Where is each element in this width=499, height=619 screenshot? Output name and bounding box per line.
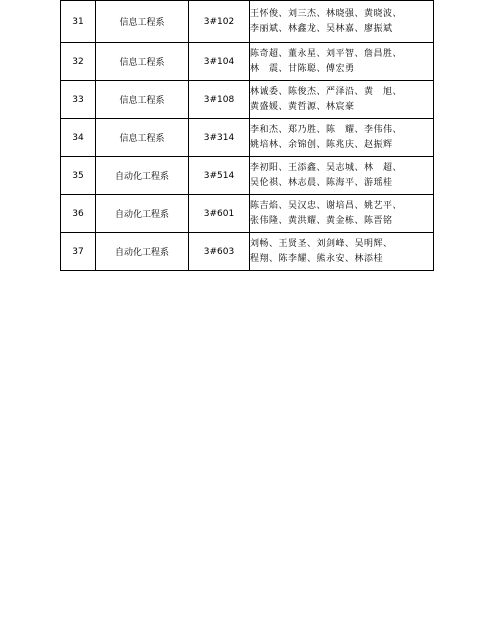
members-line: 李丽斌、林鑫龙、吴林嘉、廖振斌 (250, 23, 393, 34)
row-number-cell: 31 (61, 1, 96, 43)
table-row (61, 195, 434, 233)
members-line: 陈奇超、董永星、刘平智、詹昌胜、 (250, 48, 403, 59)
room-cell: 3#314 (189, 119, 250, 157)
members-line: 刘畅、王贤圣、刘剑峰、吴明辉、 (250, 238, 393, 249)
department-cell: 自动化工程系 (96, 195, 189, 233)
row-number-cell: 32 (61, 43, 96, 81)
row-number-cell: 36 (61, 195, 96, 233)
members-line: 陈吉焰、吴汉忠、谢培昌、姚艺平、 (250, 200, 403, 211)
room-cell: 3#603 (189, 233, 250, 271)
room-cell: 3#514 (189, 157, 250, 195)
room-cell: 3#104 (189, 43, 250, 81)
room-cell: 3#601 (189, 195, 250, 233)
members-line: 吴伦祺、林志晨、陈海平、游瑶桂 (250, 177, 393, 188)
members-line: 程翔、陈李耀、熊永安、林添桂 (250, 253, 384, 264)
department-cell: 信息工程系 (96, 119, 189, 157)
row-number-cell: 37 (61, 233, 96, 271)
members-cell (250, 157, 434, 195)
table-row (61, 119, 434, 157)
members-line: 林 震、甘陈聪、傅宏勇 (250, 63, 355, 74)
table-row (61, 1, 434, 43)
members-cell (250, 1, 434, 43)
row-number-cell: 34 (61, 119, 96, 157)
members-line: 李和杰、郑乃胜、陈 耀、李伟伟、 (250, 124, 403, 135)
row-number-cell: 33 (61, 81, 96, 119)
members-line: 张伟隆、黄洪耀、黄金栋、陈晋铭 (250, 215, 393, 226)
table-row (61, 81, 434, 119)
department-cell: 信息工程系 (96, 81, 189, 119)
roster-table-body (61, 1, 434, 271)
table-row (61, 157, 434, 195)
room-cell: 3#102 (189, 1, 250, 43)
members-line: 李初阳、王添鑫、吴志城、林 超、 (250, 162, 403, 173)
members-line: 王怀俊、刘三杰、林晓强、黄晓波、 (250, 8, 403, 19)
room-cell: 3#108 (189, 81, 250, 119)
members-cell (250, 43, 434, 81)
table-row (61, 233, 434, 271)
department-cell: 自动化工程系 (96, 157, 189, 195)
department-cell: 信息工程系 (96, 43, 189, 81)
dormitory-roster-table (60, 0, 434, 271)
members-cell (250, 81, 434, 119)
members-line: 姚培林、余锦创、陈兆庆、赵振辉 (250, 139, 393, 150)
members-line: 林诚委、陈俊杰、严泽沿、黄 旭、 (250, 86, 403, 97)
row-number-cell: 35 (61, 157, 96, 195)
department-cell: 自动化工程系 (96, 233, 189, 271)
department-cell: 信息工程系 (96, 1, 189, 43)
table-row (61, 43, 434, 81)
members-line: 黄盛媛、黄哲源、林宸豪 (250, 101, 355, 112)
members-cell (250, 119, 434, 157)
members-cell (250, 233, 434, 271)
members-cell (250, 195, 434, 233)
